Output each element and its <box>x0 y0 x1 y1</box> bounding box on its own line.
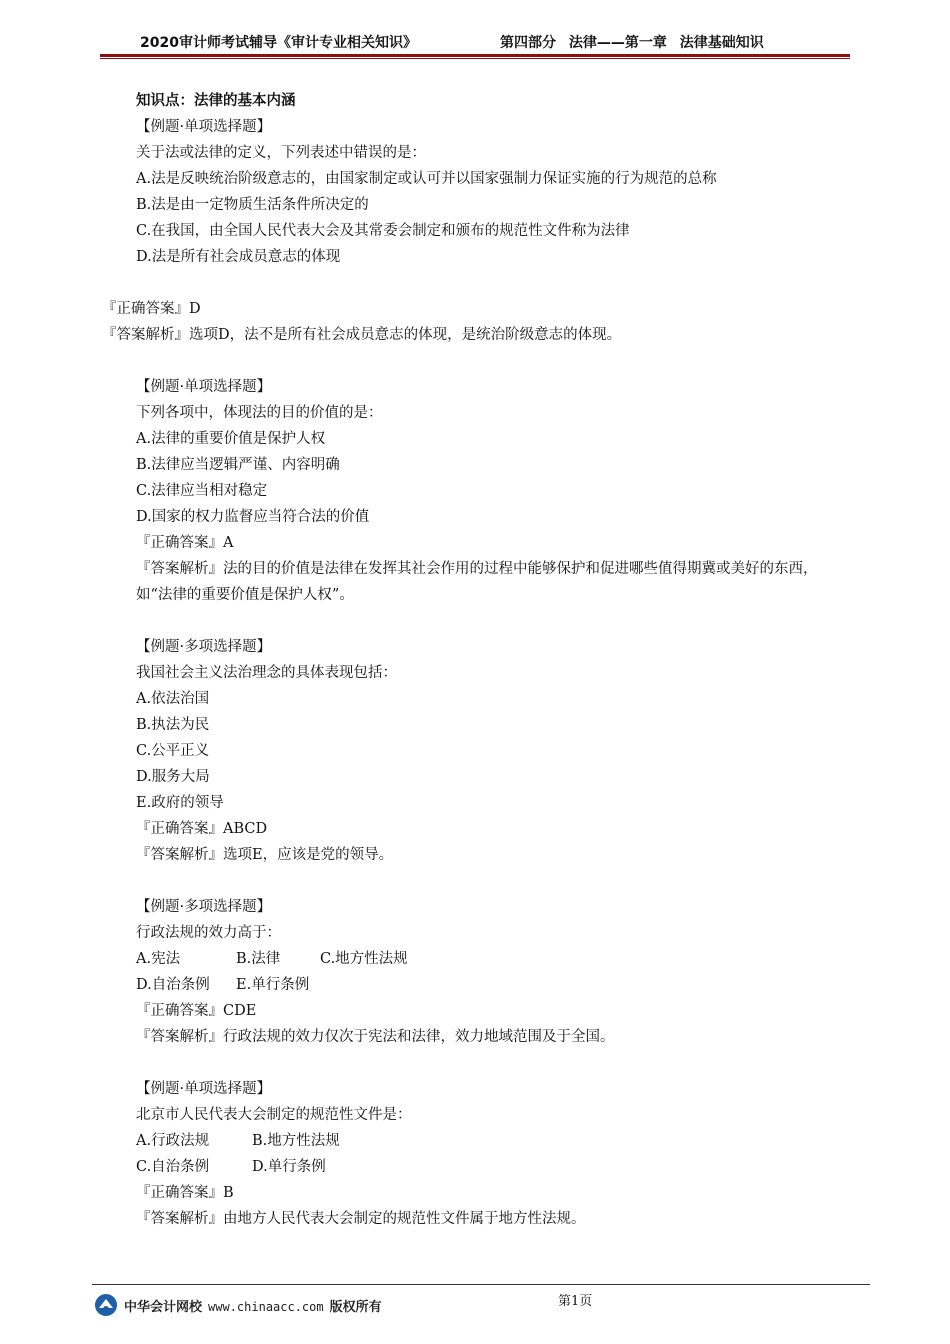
q1-analysis: 『答案解析』选项D，法不是所有社会成员意志的体现，是统治阶级意志的体现。 <box>102 327 622 343</box>
footer-brand <box>124 1297 382 1318</box>
section-title: 知识点：法律的基本内涵 <box>136 93 296 109</box>
q5-stem: 北京市人民代表大会制定的规范性文件是： <box>136 1107 412 1123</box>
q2-tag: 【例题·单项选择题】 <box>136 379 272 395</box>
q3-option-b: B.执法为民 <box>136 717 210 733</box>
footer-brand-name: 中华会计网校 <box>124 1300 203 1315</box>
q5-option-b: B.地方性法规 <box>252 1133 340 1149</box>
q5-option-c: C.自治条例 <box>136 1159 210 1175</box>
q1-option-c: C.在我国，由全国人民代表大会及其常委会制定和颁布的规范性文件称为法律 <box>136 223 630 239</box>
q5-tag: 【例题·单项选择题】 <box>136 1081 272 1097</box>
footer-url[interactable]: www.chinaacc.com <box>208 1300 324 1314</box>
q1-option-d: D.法是所有社会成员意志的体现 <box>136 249 341 265</box>
q4-answer: 『正确答案』CDE <box>136 1003 257 1019</box>
q3-option-c: C.公平正义 <box>136 743 210 759</box>
q4-option-d: D.自治条例 <box>136 977 210 993</box>
q4-option-b: B.法律 <box>236 951 281 967</box>
q2-option-a: A.法律的重要价值是保护人权 <box>136 431 326 447</box>
q5-answer: 『正确答案』B <box>136 1185 234 1201</box>
q3-tag: 【例题·多项选择题】 <box>136 639 272 655</box>
q2-stem: 下列各项中，体现法的目的价值的是： <box>136 405 383 421</box>
q2-answer: 『正确答案』A <box>136 535 234 551</box>
header-rule <box>100 54 850 57</box>
q3-analysis: 『答案解析』选项E，应该是党的领导。 <box>136 847 394 863</box>
q5-analysis: 『答案解析』由地方人民代表大会制定的规范性文件属于地方性法规。 <box>136 1211 586 1227</box>
footer-rule <box>92 1284 870 1285</box>
header-right-title: 第四部分 法律——第一章 法律基础知识 <box>500 35 764 51</box>
q1-stem: 关于法或法律的定义，下列表述中错误的是： <box>136 145 426 161</box>
q4-option-c: C.地方性法规 <box>320 951 408 967</box>
q1-tag: 【例题·单项选择题】 <box>136 119 272 135</box>
footer-rights: 版权所有 <box>329 1300 382 1315</box>
q2-option-b: B.法律应当逻辑严谨、内容明确 <box>136 457 340 473</box>
q1-option-b: B.法是由一定物质生活条件所决定的 <box>136 197 369 213</box>
q4-tag: 【例题·多项选择题】 <box>136 899 272 915</box>
q4-option-a: A.宪法 <box>136 951 181 967</box>
q2-option-d: D.国家的权力监督应当符合法的价值 <box>136 509 370 525</box>
q3-stem: 我国社会主义法治理念的具体表现包括： <box>136 665 397 681</box>
page-number: 第1页 <box>558 1294 593 1309</box>
page-header <box>100 30 850 56</box>
q4-analysis: 『答案解析』行政法规的效力仅次于宪法和法律，效力地域范围及于全国。 <box>136 1029 615 1045</box>
q4-stem: 行政法规的效力高于： <box>136 925 281 941</box>
q3-option-d: D.服务大局 <box>136 769 210 785</box>
q3-option-a: A.依法治国 <box>136 691 210 707</box>
q2-analysis: 『答案解析』法的目的价值是法律在发挥其社会作用的过程中能够保护和促进哪些值得期冀或美好的东西，如“法律的重要价值是保护人权”。 <box>136 561 818 603</box>
q4-option-e: E.单行条例 <box>236 977 310 993</box>
q5-option-a: A.行政法规 <box>136 1133 210 1149</box>
q3-option-e: E.政府的领导 <box>136 795 224 811</box>
q3-answer: 『正确答案』ABCD <box>136 821 268 837</box>
q5-option-d: D.单行条例 <box>252 1159 326 1175</box>
header-left-title: 2020审计师考试辅导《审计专业相关知识》 <box>140 35 417 51</box>
q2-option-c: C.法律应当相对稳定 <box>136 483 268 499</box>
chinaacc-logo-icon <box>94 1293 118 1317</box>
q1-answer: 『正确答案』D <box>102 301 201 317</box>
header-rule-thin <box>100 58 850 59</box>
q1-option-a: A.法是反映统治阶级意志的，由国家制定或认可并以国家强制力保证实施的行为规范的总称 <box>136 171 717 187</box>
